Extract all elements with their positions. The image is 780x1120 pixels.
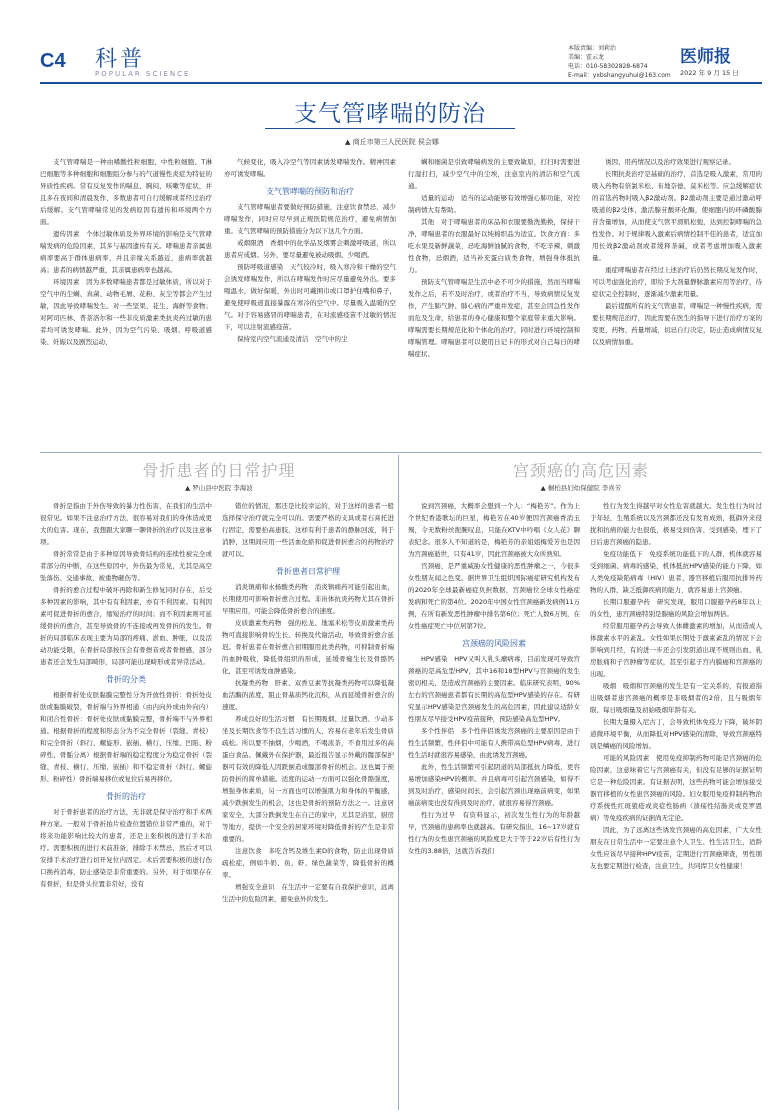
article3-title: 宫颈癌的高危因素 [512, 461, 649, 480]
paragraph: 宫颈癌，是严重威胁女性健康的恶性肿瘤之一，今很多女性朋友闻之色变。据世界卫生组织国际癌症研究机构发布的2020年全球最新癌症负担数据，宫颈癌位全球女性癌症发病和死亡的第4位。2020年中国女性宫颈癌新发病例11万例，在所有新发恶性肿瘤中排名第6位；死亡人数6万例，在女性癌症死亡中位居第7位。 [408, 562, 580, 630]
paragraph: 性行为过早 有资料显示，初次发生性行为的年龄越早，宫颈癌的患病率也就越高。有研究指出，16~17岁就有性行为的女性患宫颈癌的风险度是大于等于22岁后有性行为女性的3.88倍，这就告诉我们 [408, 811, 580, 855]
page-number: C4 [40, 50, 66, 72]
article3-byline: ▲ 桐柏县妇幼保健院 李喜芳 [540, 484, 622, 492]
article1-col2 [224, 156, 396, 448]
issue-date: 2022 年 9 月 15 日 [680, 69, 739, 77]
paragraph: 支气管哮喘是一种由嗜酸性粒细胞、中性粒细胞、T淋巴细胞等多种细胞和细胞组分参与的气道慢性炎症为特征的异质性疾病。常有反复发作的喘息、胸闷、咳嗽等症状，并且多在夜间和清晨发作，多数患者可自行缓解或者经过治疗后缓解。支气管哮喘常见的发病原因有遗传和环境两个方面。 [40, 158, 212, 226]
paragraph: 螨和细菌是引致哮喘病发的主要致敏原，打扫时需要进行湿打扫，减少空气中的尘埃，注意室内的清洁和空气流通。 [408, 158, 580, 190]
paragraph: 错位的情况，那还是比较幸运的，对于这样的患者一般选择保守治疗就完全可以的。需要严格的支具或者石膏托进行固定，需要抬高患肢，这样有利于患者的静脉回流，利于消肿，这期间应用一些活血化瘀和促进骨折愈合的药物治疗就可以。 [222, 502, 394, 558]
paragraph: 遗传因素 个体过敏体质及外界环境的影响是支气管哮喘发病的危险因素，其多与基因遗传有关。哮喘患者亲属患病率要高于群体患病率，并且亲缘关系越近，患病率就越高；患者的病情越严重，其亲属患病率也越高。 [40, 230, 212, 274]
paragraph: 皮质激素类药物 强的松龙、地塞米松等皮质激素类药物可直接影响骨的生长、转换及代谢活动，导致骨折愈合延迟。骨折患者在骨折愈合初期服用此类药物，可抑制骨折端的血肿吸收，降低骨组织的形成，延缓骨痂生长及骨骼钙化，甚至可诱发血肿感染。 [222, 619, 394, 675]
paragraph: 气候变化，吸入冷空气等因素诱发哮喘发作。精神因素亦可诱发哮喘。 [224, 158, 396, 178]
paragraph: 长期大量摄入尼古丁，会导致机体免疫力下降，破坏阴道微环境平衡，从而降低对HPV感染的清除，导致宫颈癌特别是鳞癌的风险增加。 [590, 718, 762, 750]
section-divider [40, 452, 762, 453]
paragraph: 多个性伴侣 多个性伴侣诱发宫颈癌的主要原因是由于性生活频繁，性伴侣中可能有人携带高危型HPV病毒，进行性生活时就很容易感染，由此诱发宫颈癌。 [408, 727, 580, 759]
subheading: 宫颈癌的风险因素 [462, 639, 526, 648]
paragraph: 增强安全意识 在生活中一定要有自我保护意识，远离生活中的危险因素，避免意外的发生。 [222, 883, 394, 903]
paragraph: 长期抗炎治疗是基础的治疗，首选是吸入激素，常用的吸入药物有倍氯米松、布地奈德、莫米松等。应急缓解症状的首选药物时吸入β2激动剂。β2激动剂主要是通过激动呼吸道的β2受体，激活腺苷酸环化酶，使细胞内的环磷酸腺苷含量增加，从而使支气管平滑肌松弛，达到控制哮喘的急性发作。对于规律吸入激素后病情控制不佳的患者，适宜加用长效β2激动剂或者缓释茶碱，或者考虑增加吸入激素量。 [592, 170, 762, 262]
paragraph: 抗凝类药物 肝素、双香豆素等抗凝类药物可以降低凝血活酶的浓度，阻止骨基质钙化沉积，从而延缓骨折愈合的速度。 [222, 679, 394, 711]
paragraph: 骨折是指由于外伤导致的暴力性伤害，在我们的生活中很常见。如果不注意治疗方法，很容易对我们的身体造成更大的危害。现在，我想跟大家聊一聊骨折的治疗以及注意事项。 [40, 502, 212, 546]
paragraph: 性行为发生得越早对女性危害就越大。发生性行为时过于年轻，生殖系统以及宫颈都还没有发育成熟，抵御外来侵扰和抗病的能力也很低，极易受到伤害、受到感染，埋下了日后患宫颈癌的隐患。 [590, 502, 762, 546]
article1-col1 [40, 156, 212, 448]
phone-line: 电话：010-58302828-6874 [568, 63, 648, 70]
article1-col3 [408, 156, 580, 448]
paragraph: 戒烟限酒 香烟中的化学品及烟雾会刺激呼吸道，所以患者应戒烟。另外，要尽量避免被动吸烟、少喝酒。 [224, 239, 396, 259]
paragraph: 支气管哮喘患者要做好预防措施，注意饮食禁忌，减少哮喘发作，同时应尽早到正规医院规范治疗，避免病情加重。支气管哮喘的预防措施分为以下这几个方面。 [224, 203, 396, 235]
paragraph: 养成良好的生活习惯 有长期吸烟、过量饮酒、少动多坐及长期饮食等不良生活习惯的人，容易在老年后发生骨质疏松。所以要不抽烟，少喝酒，不喝浓茶，不食用过多的高蛋白食品。佩戴外在保护器，最近报告显示外戴的髋部保护器可有效的降低人因跌倒造成髋部骨折的机会。这也属于预防骨折的简单措施。适度的运动一方面可以强化骨骼强度，增强身体素质，另一方面也可以增强肌力和身体的平衡感，减少跌倒发生的机会，这也是骨折的预防方法之一。注意居家安全，大部分跌倒发生在自己的家中，尤其是浴室、厨房等地方，提供一个安全的居家环境对降低骨折的产生是非常重要的。 [222, 715, 394, 843]
subheading: 骨折患者日常护理 [276, 567, 340, 576]
paragraph: 免疫功能低下 免疫系统功能低下的人群，机体就容易受到细菌、病毒的感染，机体抵抗HPV感染的能力下降，如人类免疫缺陷病毒（HIV）患者、器官移植后服用抗排异药物的人群，缺乏抵御疾病的能力，就容易患上宫颈癌。 [590, 550, 762, 594]
paragraph: HPV感染 HPV又叫人乳头瘤病毒，目前发现可导致宫颈癌的是高危型HPV，其中16和18型HPV与宫颈癌的发生密切相关，是造成宫颈癌的主要因素。临床研究表明，90%左右的宫颈癌患者都有长期的高危型HPV感染的存在。有研究显示HPV感染是宫颈癌发生的高危因素，因此建议适龄女性朋友尽早接受HPV疫苗接种，预防感染高危型HPV。 [408, 655, 580, 723]
paragraph: 最后提醒所有的支气管患者，哮喘是一种慢性疾病，需要长期规范治疗，因此需要在医生的指导下进行治疗方案的变更，药物、药量增减，切忌自行决定，防止造成病情反复以及病情加重。 [592, 302, 762, 346]
paragraph: 消炎镇痛和水杨酸类药物 消炎镇痛药可能引起出血，长期使用可影响骨折愈合过程。非甾体抗炎药物尤其在骨折早期应用，可能会降低骨折愈合的速度。 [222, 583, 394, 615]
article1-byline: ▲ 商丘市第三人民医院 侯会娜 [345, 138, 439, 146]
newspaper-logo: 医师报 [680, 47, 731, 67]
article3-col2 [590, 500, 762, 1112]
editor-line: 本版责编：刘莉治 [568, 45, 617, 52]
article1-col4 [592, 156, 762, 448]
article3-col1 [408, 500, 580, 1112]
article2-title: 骨折患者的日常护理 [142, 461, 296, 480]
article2-byline: ▲ 罗山县中医院 李海波 [185, 484, 253, 492]
paragraph: 骨折常常是由于多种原因导致骨结构的连续性被完全或者部分的中断，在这些原因中，外伤最为常见，尤其是高空坠落伤、交通事故、被重物砸伤等。 [40, 550, 212, 582]
paragraph: 此外，性生活频繁可引起阴道的局部抵抗力降低，更容易增加感染HPV的概率。并且病毒可引起宫颈感染，如得不到及时治疗，感染时间长，会引起宫颈出现癌前病变，如果癌前病变也没有得到及时治疗，就很容易得宫颈癌。 [408, 763, 580, 807]
paragraph: 注意饮食 多吃含钙及维生素D的食物，防止出现骨质疏松症，例如牛奶、鱼、虾、绿色蔬菜等，降低骨折的概率。 [222, 847, 394, 879]
paragraph: 重症哮喘患者在经过上述治疗后仍然长期反复发作时，可以考虑强化治疗，即给予大剂量静脉激素应用等治疗，待症状完全控制时，逐渐减少激素用量。 [592, 266, 762, 298]
paragraph: 保持室内空气流通及清洁 空气中的尘 [237, 335, 348, 343]
paragraph: 经常服用避孕药会导致人体雌激素的增加，从而造成人体激素水平的紊乱。女性如果长期处于激素紊乱的情况下会影响到月经，有的进一步还会引发阴道出现不规则出血、乳房胀痛和子宫肿瘤等症状，甚至引起子宫内膜癌和宫颈癌的出现。 [590, 622, 762, 678]
designer-line: 美编：霍云龙 [568, 54, 605, 61]
column-divider [398, 455, 399, 1110]
editor-info [568, 44, 678, 80]
paragraph: 骨折的愈合过程中破坏再除和新生修复同时存在，后受多种因素的影响，其中有有利因素，亦有不利因素。有利因素可促进骨折的愈合，缩短治疗的时间；而不利因素则可延缓骨折的愈合，甚至导致骨的不连接或再发骨折的发生。骨折的局部临床表现主要为局部的疼痛、淤血、肿胀，以及活动功能受限，在骨折局部按压会有骨擦音或者骨擦感，部分患者还会发生局部畸形，局部可能出现畸形或者异常活动。 [40, 586, 212, 666]
paragraph: 对于骨折患者的治疗方法，无非就是保守治疗和手术两种方案。一般对于骨折拍片检查位置错位非常严重的，对于将来功能影响比较大的患者，还是主张积极的进行手术治疗。需要积极的进行术前准备，排除手术禁忌，然后才可以安排手术治疗进行切开复位内固定。术后需要积极的进行伤口换药消毒，防止感染是非常重要的。另外，对于如果存在有骨折，但是骨头位置非常好，没有 [40, 808, 212, 888]
title-underline [265, 128, 515, 129]
paragraph: 适量的运动 适当的运动能够有效增强心肺功能，对控制病情大有帮助。 [408, 194, 580, 214]
paragraph: 吸烟 吸烟和宫颈癌的发生是有一定关系的，有报道指出吸烟者患宫颈癌的概率是非吸烟者的2倍，且与吸烟年限、每日吸烟量及初始吸烟年龄有关。 [590, 682, 762, 714]
paragraph: 预防呼吸道感染 天气较冷时，吸入寒冷和干燥的空气会诱发哮喘发作，所以在哮喘发作时应尽量避免外出。要多喝温水，做好保暖，外出时可戴围巾或口罩护住嘴和鼻子，避免使呼吸道直接暴露在寒冷的空气中。尽量吸入温暖的空气。对于容易感冒的哮喘患者，在对流感疫苗不过敏的情况下，可以注射流感疫苗。 [224, 263, 396, 331]
paragraph: 可能的风险因素 使用免疫抑制药物可能是宫颈癌的危险因素，这意味着它与宫颈癌有关，但没有足够的证据证明它是一种危险因素。有证据表明，这些药物可能会增加接受器官移植的女性患宫颈癌的风险。妇女服用免疫抑制药物治疗系统性红斑狼疮或炎症性肠病（溃疡性结肠炎或克罗恩病）等免疫疾病的证据尚无定论。 [590, 754, 762, 822]
paragraph: 根据骨折处皮肤黏膜完整性分为开放性骨折：骨折处皮肤或黏膜破裂，骨折端与外界相通（由内向外或由外向内）和闭合性骨折：骨折处皮肤或黏膜完整，骨折端不与外界相通。根据骨折的程度和形态分为不完全骨折（裂缝、青枝）和完全骨折（斜行、螺旋形、嵌插、横行、压缩、凹陷、粉碎性、骨骺分离）根据骨折端的稳定程度分为稳定骨折（裂缝、青枝、横行、压缩、嵌插）和不稳定骨折（斜行、螺旋形、粉碎性）骨折端易移位或复位后易再移位。 [40, 691, 212, 783]
section-title: 科普 [95, 47, 146, 72]
article1-title: 支气管哮喘的防治 [294, 101, 486, 127]
paragraph: 环境因素 因为多数哮喘患者都是过敏体质，所以对于空气中的尘螨、真菌、动物毛屑、花粉、灰尘等都会产生过敏，因此导致哮喘发生。对一些坚果、花生、海鲜等食物；对阿司匹林、普萘洛尔和一些非皮质激素类抗炎药过敏的患者均可诱发哮喘。此外，因为空气污染、吸烟、呼吸道感染、妊娠以及剧烈运动、 [40, 278, 212, 346]
article2-col1 [40, 500, 212, 1112]
paragraph: 其他 对于哮喘患者的床品和衣服要勤洗勤换，保持干净，哮喘患者的衣服最好以纯棉织品为适宜。饮食方面：多吃水果及新鲜蔬菜，忌吃海鲜油腻的食物，不吃辛辣、刺激性食物，忌烟酒，适当补充蛋白质类食物，增强身体抵抗力。 [408, 218, 580, 274]
subheading: 支气管哮喘的预防和治疗 [266, 187, 354, 196]
subheading: 骨折的分类 [106, 675, 146, 684]
article2-col2 [222, 500, 394, 1112]
paragraph: 说到宫颈癌，大概率会想到一个人：“梅艳芳”。作为上个世纪香港歌坛的巨星，梅艳芳在40岁便因宫颈癌香消玉殒，令无数粉丝扼腕叹息，只能在KTV中吟唱《女人花》聊表纪念。很多人不知道的是，梅艳芳的亲姐姐梅爱芳也是因为宫颈癌逝世，只有41岁，因此宫颈癌被大众所熟知。 [408, 502, 580, 558]
section-subtitle: POPULAR SCIENCE [95, 70, 191, 78]
paragraph: 因此，为了远离这些诱发宫颈癌的高危因素，广大女性朋友在日常生活中一定要注意个人卫生、性生活卫生，适龄女性应该尽早接种HPV疫苗，定期进行宫颈癌筛查，男性朋友也要定期进行检查，注意卫生，共同捍卫女性健康！ [590, 826, 762, 870]
paragraph: 预防支气管哮喘是生活中必不可少的措施，然而当哮喘发作之后，若不及时治疗，或者治疗不当，导致病情反复发作，产生肺气肿、肺心病的严重并发症，甚至会因急性发作而危及生命，给患者的身心健康和整个家庭带来重大影响。哮喘需要长期规范化和个体化的治疗，同时进行环境控制和哮喘管理。哮喘患者可以使用日记卡的形式对自己每日的哮喘症状、 [408, 278, 580, 358]
header-rule [40, 82, 762, 84]
subheading: 骨折的治疗 [106, 792, 146, 801]
paragraph: 诱因、用药情况以及治疗效果进行观察记录。 [605, 158, 735, 166]
paragraph: 长期口服避孕药 研究发现，服用口服避孕药8年以上的女性，患宫颈癌特别是腺癌的风险会增加两倍。 [590, 598, 762, 618]
email-line: E-mail：yxbshangyuhui@163.com [568, 72, 671, 79]
